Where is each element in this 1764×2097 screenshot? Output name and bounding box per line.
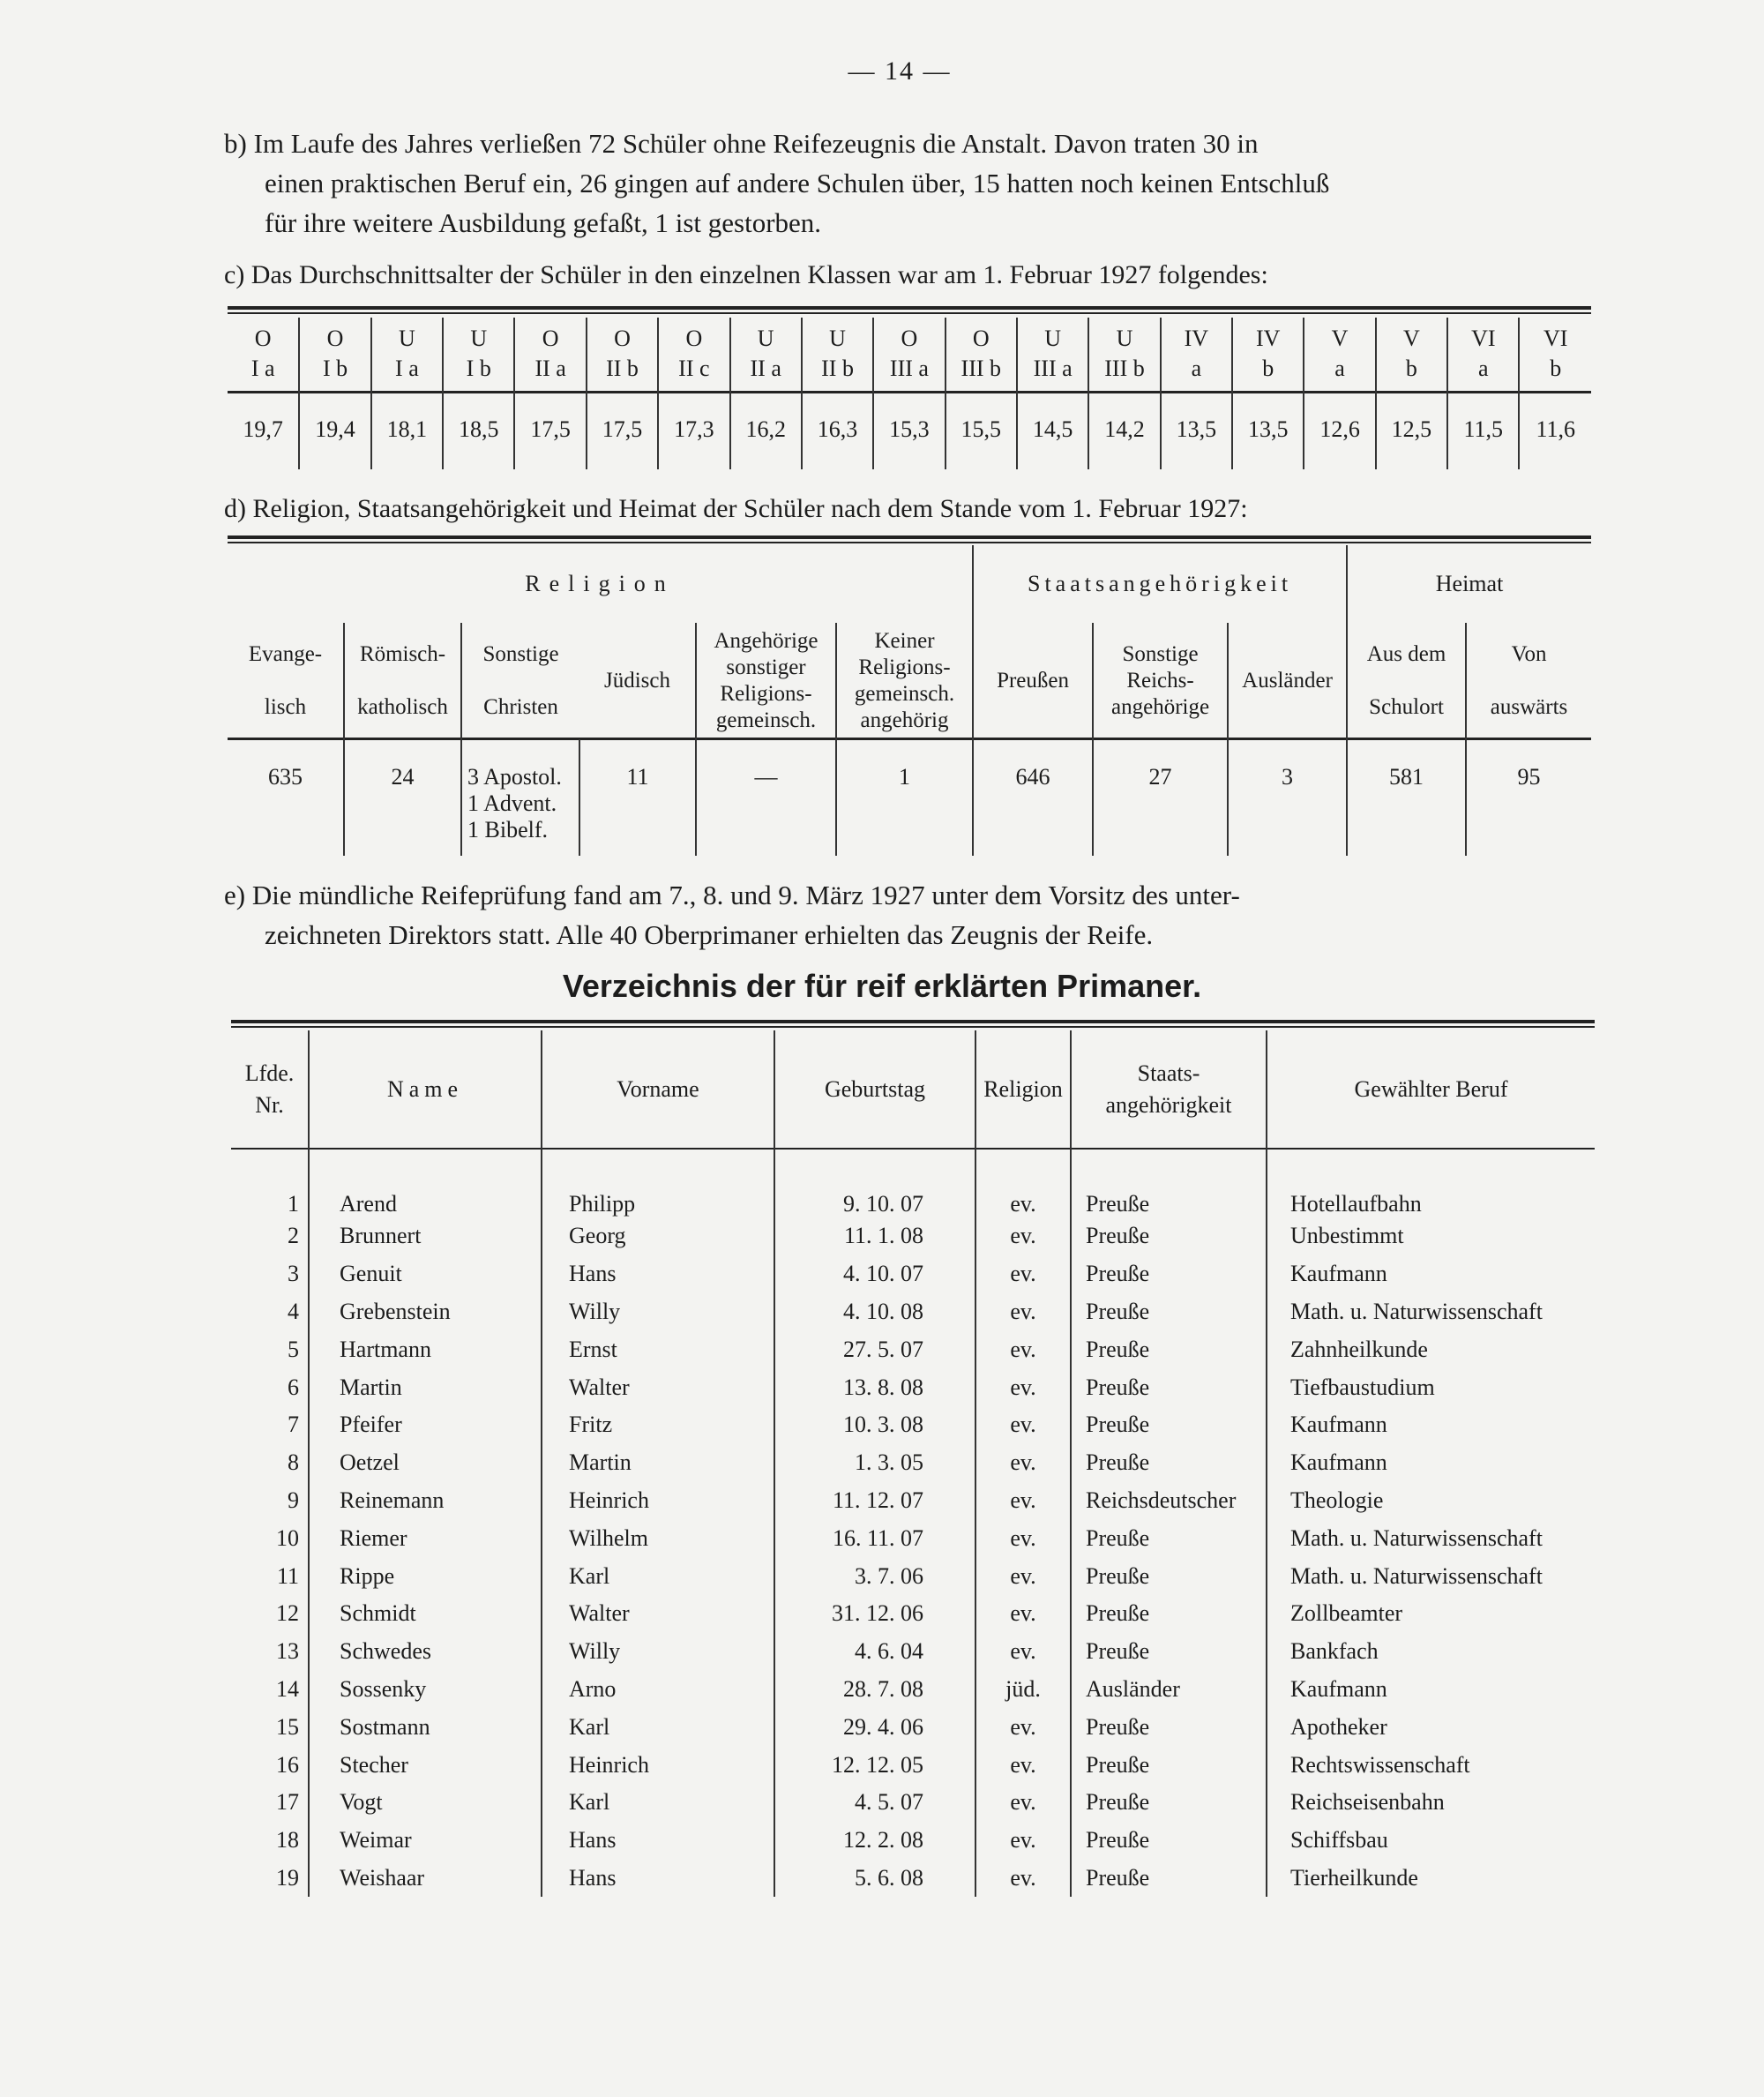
student-religion: ev. [975,1557,1071,1595]
class-cell: U III b [1088,318,1160,390]
student-nr: 14 [276,1675,299,1702]
student-geburtstag: 9. 10. 07 [774,1149,975,1217]
class-cell: VI b [1519,318,1591,390]
student-vorname: Philipp [542,1149,774,1217]
hdr-nr: Lfde. Nr. [244,1060,295,1118]
table-c-top-rule [228,306,1591,310]
hdr-staatsangehoerigkeit: Staats- angehörigkeit [1071,1030,1267,1149]
section-b-line-2: einen praktischen Beruf ein, 26 gingen auf andere Schulen über, 15 hatten noch keinen Entschluß [265,168,1330,198]
section-e-line-1: e) Die mündliche Reifeprüfung fand am 7., 8. und 9. März 1927 unter dem Vorsitz des unter- [224,880,1240,910]
class-cell: O III b [946,318,1017,390]
student-beruf: Tiefbaustudium [1267,1368,1595,1406]
student-row [231,1557,1595,1595]
student-geburtstag: 13. 8. 08 [774,1368,975,1406]
age-cell: 16,3 [802,390,873,469]
student-religion: ev. [975,1255,1071,1293]
student-header-row [231,1030,1595,1149]
student-name: Reinemann [309,1482,542,1520]
student-religion: ev. [975,1784,1071,1822]
student-staatsangehoerigkeit: Preuße [1071,1149,1267,1217]
student-name: Stecher [309,1746,542,1784]
col-keiner: Keiner Religions- gemeinsch. angehörig [836,623,973,739]
student-nr: 19 [276,1864,299,1891]
student-beruf: Zahnheilkunde [1267,1330,1595,1368]
table-d-top-rule-thin [228,542,1591,543]
age-cell: 19,4 [299,390,370,469]
group-heimat: Heimat [1347,545,1591,623]
student-beruf: Math. u. Naturwissenschaft [1267,1557,1595,1595]
col-auslaender: Ausländer [1228,623,1347,739]
student-geburtstag: 27. 5. 07 [774,1330,975,1368]
student-geburtstag: 29. 4. 06 [774,1708,975,1746]
student-vorname: Heinrich [542,1746,774,1784]
student-nr: 10 [276,1524,299,1551]
age-cell: 12,6 [1304,390,1375,469]
class-cell: O I a [250,326,275,381]
student-beruf: Rechtswissenschaft [1267,1746,1595,1784]
student-beruf: Kaufmann [1267,1406,1595,1444]
student-vorname: Heinrich [542,1482,774,1520]
student-vorname: Willy [542,1633,774,1671]
student-staatsangehoerigkeit: Preuße [1071,1330,1267,1368]
student-staatsangehoerigkeit: Preuße [1071,1255,1267,1293]
student-geburtstag: 12. 2. 08 [774,1822,975,1860]
age-cell: 17,5 [587,390,658,469]
student-religion: ev. [975,1444,1071,1482]
student-name: Hartmann [309,1330,542,1368]
student-beruf: Schiffsbau [1267,1822,1595,1860]
student-staatsangehoerigkeit: Preuße [1071,1519,1267,1557]
student-name: Martin [309,1368,542,1406]
class-cell: U II a [730,318,802,390]
val-sonstige-reich: 27 [1093,739,1228,856]
class-cell: U II b [802,318,873,390]
group-header-row [228,545,1591,623]
val-keiner: 1 [836,739,973,856]
student-name: Weimar [309,1822,542,1860]
column-header-row [228,623,1591,739]
class-cell: O II a [514,318,586,390]
student-vorname: Ernst [542,1330,774,1368]
age-cell: 15,5 [946,390,1017,469]
col-sonstige-christen: Sonstige Christen [461,623,579,739]
student-row [231,1368,1595,1406]
student-row [231,1149,1595,1217]
val-sonstige-christen: 3 Apostol. 1 Advent. 1 Bibelf. [461,739,579,856]
student-name: Weishaar [309,1860,542,1898]
student-religion: ev. [975,1519,1071,1557]
student-beruf: Kaufmann [1267,1444,1595,1482]
section-b-line-3: für ihre weitere Ausbildung gefaßt, 1 ist gestorben. [265,207,822,238]
student-religion: ev. [975,1822,1071,1860]
student-nr: 5 [288,1336,299,1362]
age-cell: 13,5 [1161,390,1232,469]
student-vorname: Arno [542,1671,774,1709]
student-staatsangehoerigkeit: Preuße [1071,1444,1267,1482]
student-name: Rippe [309,1557,542,1595]
student-staatsangehoerigkeit: Preuße [1071,1708,1267,1746]
student-vorname: Willy [542,1293,774,1331]
student-beruf: Hotellaufbahn [1267,1149,1595,1217]
student-religion: ev. [975,1746,1071,1784]
student-table [231,1030,1595,1897]
table-d-top-rule [228,535,1591,539]
student-religion: ev. [975,1633,1071,1671]
val-preussen: 646 [973,739,1093,856]
student-row [231,1519,1595,1557]
class-cell: O II b [587,318,658,390]
age-cell: 18,1 [371,390,443,469]
student-beruf: Unbestimmt [1267,1217,1595,1255]
age-cell: 11,5 [1447,390,1519,469]
student-row [231,1482,1595,1520]
student-geburtstag: 11. 12. 07 [774,1482,975,1520]
student-vorname: Karl [542,1557,774,1595]
hdr-vorname: Vorname [542,1030,774,1149]
age-cell: 14,5 [1017,390,1088,469]
student-vorname: Hans [542,1822,774,1860]
student-geburtstag: 1. 3. 05 [774,1444,975,1482]
student-geburtstag: 4. 5. 07 [774,1784,975,1822]
student-row [231,1595,1595,1633]
student-staatsangehoerigkeit: Preuße [1071,1822,1267,1860]
col-preussen: Preußen [973,623,1093,739]
student-geburtstag: 3. 7. 06 [774,1557,975,1595]
class-cell: U III a [1017,318,1088,390]
student-vorname: Martin [542,1444,774,1482]
student-geburtstag: 4. 10. 08 [774,1293,975,1331]
page-number: — 14 — [848,56,952,86]
student-nr: 18 [276,1827,299,1854]
student-religion: jüd. [975,1671,1071,1709]
student-geburtstag: 12. 12. 05 [774,1746,975,1784]
class-cell: U I b [443,318,514,390]
student-row [231,1633,1595,1671]
student-religion: ev. [975,1595,1071,1633]
student-staatsangehoerigkeit: Preuße [1071,1633,1267,1671]
student-row [231,1708,1595,1746]
hdr-religion: Religion [975,1030,1071,1149]
student-staatsangehoerigkeit: Preuße [1071,1557,1267,1595]
student-nr: 12 [276,1600,299,1627]
student-geburtstag: 5. 6. 08 [774,1860,975,1898]
col-aus-dem-schulort: Aus dem Schulort [1347,623,1466,739]
group-staatsangehoerigkeit: Staatsangehörigkeit [973,545,1347,623]
student-nr: 17 [276,1789,299,1816]
student-name: Grebenstein [309,1293,542,1331]
student-geburtstag: 10. 3. 08 [774,1406,975,1444]
age-cell: 16,2 [730,390,802,469]
student-religion: ev. [975,1293,1071,1331]
val-von-auswaerts: 95 [1466,739,1591,856]
table-c-top-rule-thin [228,312,1591,314]
col-juedisch: Jüdisch [604,669,670,693]
student-row [231,1293,1595,1331]
student-row [231,1746,1595,1784]
student-beruf: Zollbeamter [1267,1595,1595,1633]
val-roemisch: 24 [344,739,461,856]
student-nr: 4 [288,1298,299,1324]
student-staatsangehoerigkeit: Preuße [1071,1784,1267,1822]
student-beruf: Tierheilkunde [1267,1860,1595,1898]
student-geburtstag: 28. 7. 08 [774,1671,975,1709]
section-b [224,124,1618,243]
student-geburtstag: 4. 10. 07 [774,1255,975,1293]
student-vorname: Walter [542,1595,774,1633]
student-nr: 9 [288,1487,299,1513]
student-staatsangehoerigkeit: Ausländer [1071,1671,1267,1709]
student-name: Arend [309,1149,542,1217]
student-geburtstag: 11. 1. 08 [774,1217,975,1255]
col-von-auswaerts: Von auswärts [1466,623,1591,739]
list-top-rule [231,1020,1595,1023]
hdr-geburtstag: Geburtstag [774,1030,975,1149]
class-cell: U I a [371,318,443,390]
list-top-rule-thin [231,1026,1595,1028]
student-religion: ev. [975,1482,1071,1520]
student-row [231,1860,1595,1898]
age-cell: 13,5 [1232,390,1304,469]
section-d-title: d) Religion, Staatsangehörigkeit und Heimat der Schüler nach dem Stande vom 1. Februar 1927: [224,494,1248,523]
student-beruf: Kaufmann [1267,1255,1595,1293]
val-auslaender: 3 [1228,739,1347,856]
age-cell: 19,7 [243,416,283,442]
student-nr: 8 [288,1449,299,1476]
student-religion: ev. [975,1406,1071,1444]
class-cell: O II c [658,318,729,390]
student-name: Oetzel [309,1444,542,1482]
class-age-table [228,318,1591,469]
val-aus-dem-schulort: 581 [1347,739,1466,856]
student-body [231,1149,1595,1897]
student-vorname: Hans [542,1255,774,1293]
student-nr: 13 [276,1638,299,1665]
student-vorname: Walter [542,1368,774,1406]
student-row [231,1822,1595,1860]
student-beruf: Math. u. Naturwissenschaft [1267,1519,1595,1557]
student-vorname: Fritz [542,1406,774,1444]
student-staatsangehoerigkeit: Preuße [1071,1860,1267,1898]
student-geburtstag: 4. 6. 04 [774,1633,975,1671]
student-beruf: Theologie [1267,1482,1595,1520]
col-sonstige-reich: Sonstige Reichs- angehörige [1093,623,1228,739]
student-vorname: Georg [542,1217,774,1255]
section-e [224,875,1618,955]
student-nr: 3 [288,1261,299,1287]
student-vorname: Karl [542,1784,774,1822]
student-row [231,1255,1595,1293]
student-staatsangehoerigkeit: Preuße [1071,1746,1267,1784]
hdr-beruf: Gewählter Beruf [1267,1030,1595,1149]
age-cell: 18,5 [443,390,514,469]
student-name: Genuit [309,1255,542,1293]
student-vorname: Karl [542,1708,774,1746]
student-geburtstag: 16. 11. 07 [774,1519,975,1557]
student-nr: 6 [288,1374,299,1400]
group-religion: Religion [525,571,675,596]
section-c-title: c) Das Durchschnittsalter der Schüler in den einzelnen Klassen war am 1. Februar 1927 folgendes: [224,260,1268,289]
age-cell: 11,6 [1519,390,1591,469]
col-angehoerige: Angehörige sonstiger Religions- gemeinsch. [696,623,836,739]
student-name: Pfeifer [309,1406,542,1444]
student-beruf: Reichseisenbahn [1267,1784,1595,1822]
student-beruf: Bankfach [1267,1633,1595,1671]
student-name: Sossenky [309,1671,542,1709]
student-nr: 15 [276,1713,299,1740]
val-angehoerige: — [696,739,836,856]
class-cell: V a [1304,318,1375,390]
student-religion: ev. [975,1149,1071,1217]
student-beruf: Math. u. Naturwissenschaft [1267,1293,1595,1331]
student-name: Vogt [309,1784,542,1822]
student-staatsangehoerigkeit: Preuße [1071,1595,1267,1633]
age-cell: 17,3 [658,390,729,469]
class-cell: V b [1376,318,1447,390]
class-cell: VI a [1447,318,1519,390]
section-b-line-1: b) Im Laufe des Jahres verließen 72 Schüler ohne Reifezeugnis die Anstalt. Davon traten 30 in [224,128,1259,159]
student-row [231,1444,1595,1482]
col-roemisch: Römisch- katholisch [344,623,461,739]
col-evangelisch: Evange- lisch [248,642,323,719]
hdr-name: Name [309,1030,542,1149]
student-name: Schmidt [309,1595,542,1633]
student-vorname: Hans [542,1860,774,1898]
student-staatsangehoerigkeit: Preuße [1071,1406,1267,1444]
age-cell: 14,2 [1088,390,1160,469]
student-nr: 1 [288,1191,299,1217]
student-row [231,1671,1595,1709]
student-religion: ev. [975,1330,1071,1368]
section-e-line-2: zeichneten Direktors statt. Alle 40 Oberprimaner erhielten das Zeugnis der Reife. [265,919,1154,950]
student-name: Riemer [309,1519,542,1557]
student-religion: ev. [975,1708,1071,1746]
class-cell: O III a [873,318,945,390]
student-nr: 7 [288,1412,299,1438]
student-vorname: Wilhelm [542,1519,774,1557]
student-religion: ev. [975,1217,1071,1255]
student-nr: 2 [288,1223,299,1249]
student-nr: 11 [276,1562,299,1589]
religion-table [228,545,1591,856]
student-staatsangehoerigkeit: Reichsdeutscher [1071,1482,1267,1520]
list-heading: Verzeichnis der für reif erklärten Primaner. [562,968,1202,1004]
student-staatsangehoerigkeit: Preuße [1071,1368,1267,1406]
class-cell: IV b [1232,318,1304,390]
age-cell: 17,5 [514,390,586,469]
religion-value-row [228,739,1591,856]
student-row [231,1406,1595,1444]
student-name: Brunnert [309,1217,542,1255]
age-cell: 12,5 [1376,390,1447,469]
student-religion: ev. [975,1860,1071,1898]
class-row [228,318,1591,390]
student-nr: 16 [276,1751,299,1778]
val-evangelisch: 635 [268,764,303,790]
student-geburtstag: 31. 12. 06 [774,1595,975,1633]
val-juedisch: 11 [579,739,696,856]
age-row [228,390,1591,469]
student-row [231,1784,1595,1822]
class-cell: O I b [299,318,370,390]
student-row [231,1330,1595,1368]
student-name: Schwedes [309,1633,542,1671]
student-staatsangehoerigkeit: Preuße [1071,1293,1267,1331]
student-name: Sostmann [309,1708,542,1746]
student-row [231,1217,1595,1255]
class-cell: IV a [1161,318,1232,390]
student-beruf: Kaufmann [1267,1671,1595,1709]
student-beruf: Apotheker [1267,1708,1595,1746]
age-cell: 15,3 [873,390,945,469]
student-staatsangehoerigkeit: Preuße [1071,1217,1267,1255]
student-religion: ev. [975,1368,1071,1406]
